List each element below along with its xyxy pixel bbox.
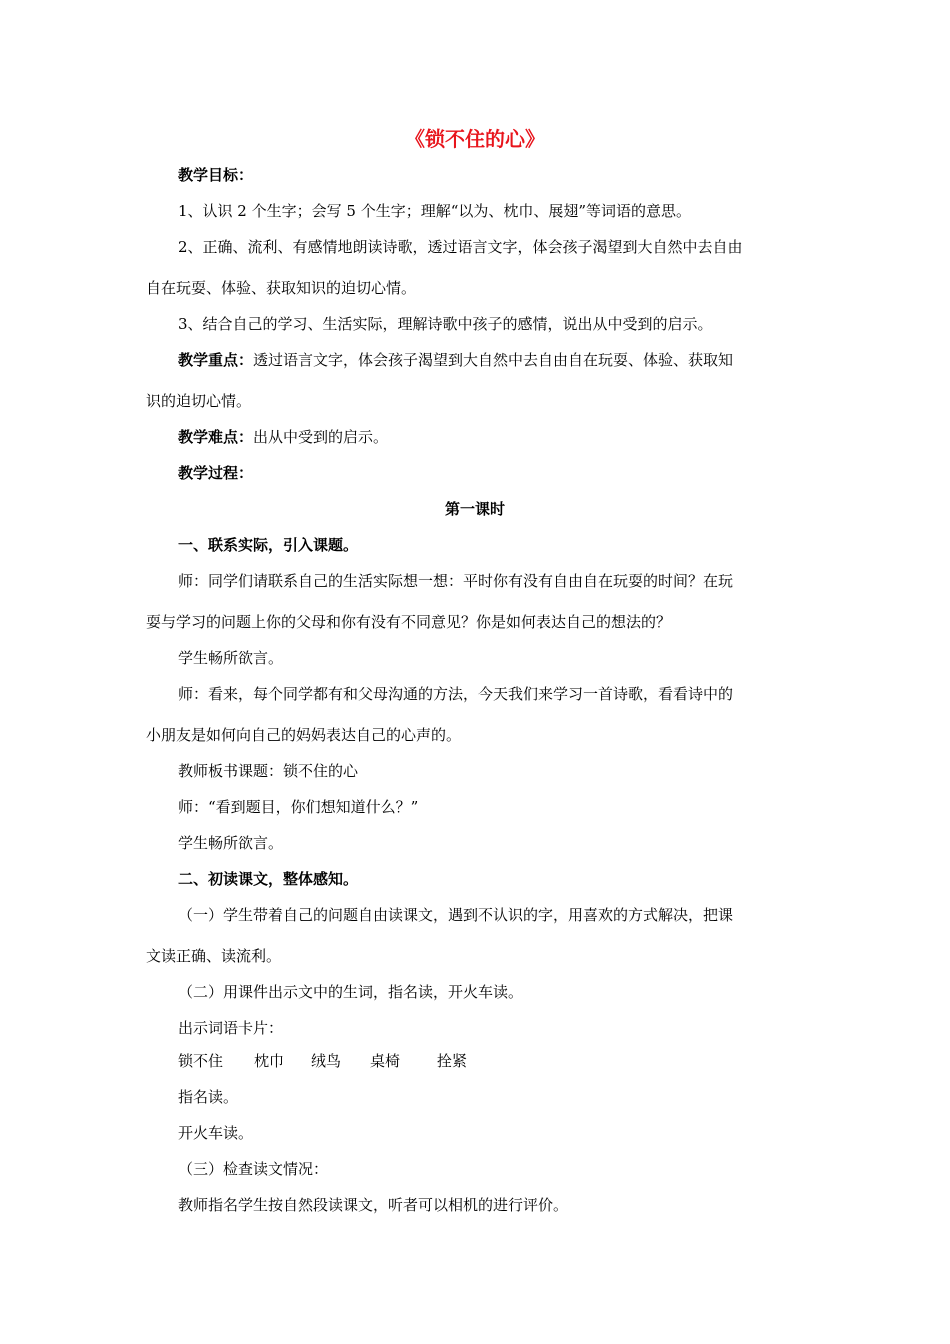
paragraph-1-line-1: 师：同学们请联系自己的生活实际想一想：平时你有没有自由自在玩耍的时间？在玩 — [178, 572, 734, 590]
paragraph-3-line-1: 师：看来，每个同学都有和父母沟通的方法，今天我们来学习一首诗歌，看看诗中的 — [178, 685, 734, 703]
paragraph-12: （三）检查读文情况： — [178, 1160, 329, 1178]
paragraph-10: 指名读。 — [178, 1088, 239, 1106]
paragraph-8: （二）用课件出示文中的生词，指名读，开火车读。 — [178, 983, 524, 1001]
lesson-heading: 第一课时 — [444, 500, 505, 518]
section-1-heading: 一、联系实际，引入课题。 — [178, 536, 359, 554]
paragraph-1-line-2: 耍与学习的问题上你的父母和你有没有不同意见？你是如何表达自己的想法的？ — [146, 613, 672, 631]
paragraph-13: 教师指名学生按自然段读课文，听者可以相机的进行评价。 — [178, 1196, 569, 1214]
document-title: 《锁不住的心》 — [405, 127, 545, 151]
goals-heading: 教学目标： — [178, 166, 254, 184]
difficulty-label: 教学难点： — [178, 428, 254, 446]
word-card: 锁不住 — [178, 1052, 224, 1070]
difficulty-text: 出从中受到的启示。 — [253, 428, 389, 446]
paragraph-7-line-2: 文读正确、读流利。 — [146, 947, 282, 965]
key-points-label: 教学重点： — [178, 351, 254, 369]
paragraph-3-line-2: 小朋友是如何向自己的妈妈表达自己的心声的。 — [146, 726, 462, 744]
key-points-line-1 — [178, 350, 733, 370]
process-heading: 教学过程： — [178, 464, 254, 482]
word-card: 绒鸟 — [311, 1052, 342, 1070]
paragraph-4: 教师板书课题：锁不住的心 — [178, 762, 359, 780]
goal-1: 1、认识 2 个生字；会写 5 个生字；理解“以为、枕巾、展翅”等词语的意思。 — [178, 202, 692, 220]
goal-3: 3、结合自己的学习、生活实际，理解诗歌中孩子的感情，说出从中受到的启示。 — [178, 315, 713, 333]
goal-2-line-1: 2、正确、流利、有感情地朗读诗歌，透过语言文字，体会孩子渴望到大自然中去自由 — [178, 238, 743, 256]
word-card: 拴紧 — [437, 1052, 468, 1070]
difficulty-line — [178, 427, 388, 447]
goal-2-line-2: 自在玩耍、体验、获取知识的迫切心情。 — [146, 279, 417, 297]
section-2-heading: 二、初读课文，整体感知。 — [178, 870, 359, 888]
word-card: 桌椅 — [370, 1052, 401, 1070]
key-points-line-2: 识的迫切心情。 — [146, 392, 252, 410]
paragraph-11: 开火车读。 — [178, 1124, 254, 1142]
word-card: 枕巾 — [254, 1052, 285, 1070]
paragraph-5: 师：“看到题目，你们想知道什么？” — [178, 798, 419, 816]
key-points-text: 透过语言文字，体会孩子渴望到大自然中去自由自在玩耍、体验、获取知 — [253, 351, 734, 369]
paragraph-9: 出示词语卡片： — [178, 1019, 284, 1037]
paragraph-6: 学生畅所欲言。 — [178, 834, 284, 852]
paragraph-2: 学生畅所欲言。 — [178, 649, 284, 667]
paragraph-7-line-1: （一）学生带着自己的问题自由读课文，遇到不认识的字，用喜欢的方式解决，把课 — [178, 906, 734, 924]
